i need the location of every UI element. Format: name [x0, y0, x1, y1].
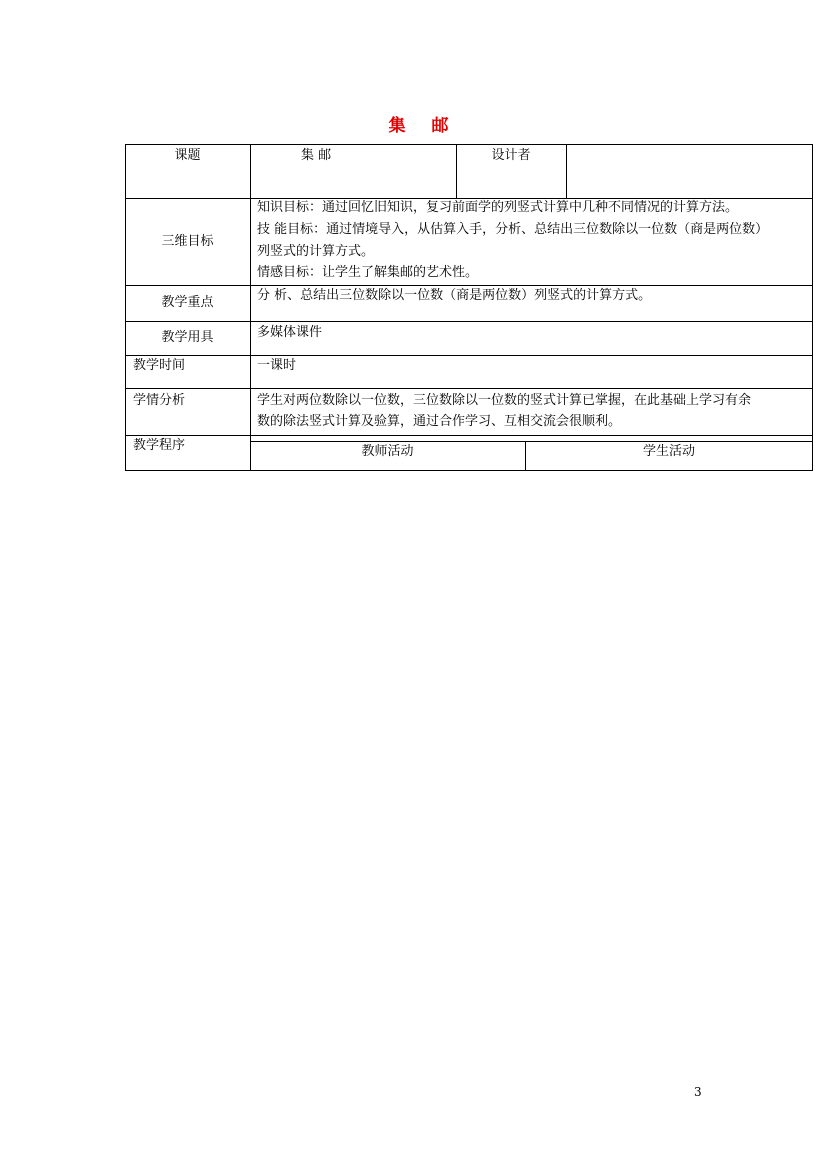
row-divider	[125, 388, 813, 389]
goals-line-skill: 技 能目标：通过情境导入，从估算入手，分析、总结出三位数除以一位数（商是两位数）	[257, 222, 769, 237]
page-number: 3	[694, 1085, 702, 1099]
document-title: 集 邮	[388, 116, 459, 136]
goals-line-knowledge: 知识目标：通过回忆旧知识，复习前面学的列竖式计算中几种不同情况的计算方法。	[257, 200, 739, 215]
tools-value: 多媒体课件	[257, 325, 323, 340]
tools-label: 教学用具	[161, 330, 214, 345]
student-activity-header: 学生活动	[642, 444, 695, 459]
topic-label: 课题	[174, 148, 201, 163]
goals-line-skill-cont: 列竖式的计算方式。	[257, 244, 375, 259]
key-point-label: 教学重点	[161, 295, 214, 310]
time-value: 一课时	[257, 358, 297, 373]
teacher-activity-header: 教师活动	[361, 444, 414, 459]
procedure-label: 教学程序	[133, 438, 186, 453]
goals-line-emotion: 情感目标：让学生了解集邮的艺术性。	[257, 265, 479, 280]
key-point-value: 分 析、总结出三位数除以一位数（商是两位数）列竖式的计算方式。	[257, 288, 652, 303]
goals-label: 三维目标	[161, 234, 214, 249]
column-divider	[250, 144, 251, 471]
column-divider	[566, 144, 567, 198]
analysis-line-1: 学生对两位数除以一位数，三位数除以一位数的竖式计算已掌握，在此基础上学习有余	[257, 393, 752, 408]
time-label: 教学时间	[133, 358, 186, 373]
analysis-label: 学情分析	[133, 393, 186, 408]
topic-value: 集 邮	[301, 148, 332, 163]
designer-label: 设计者	[491, 148, 531, 163]
analysis-line-2: 数的除法竖式计算及验算，通过合作学习、互相交流会很顺利。	[257, 414, 622, 429]
